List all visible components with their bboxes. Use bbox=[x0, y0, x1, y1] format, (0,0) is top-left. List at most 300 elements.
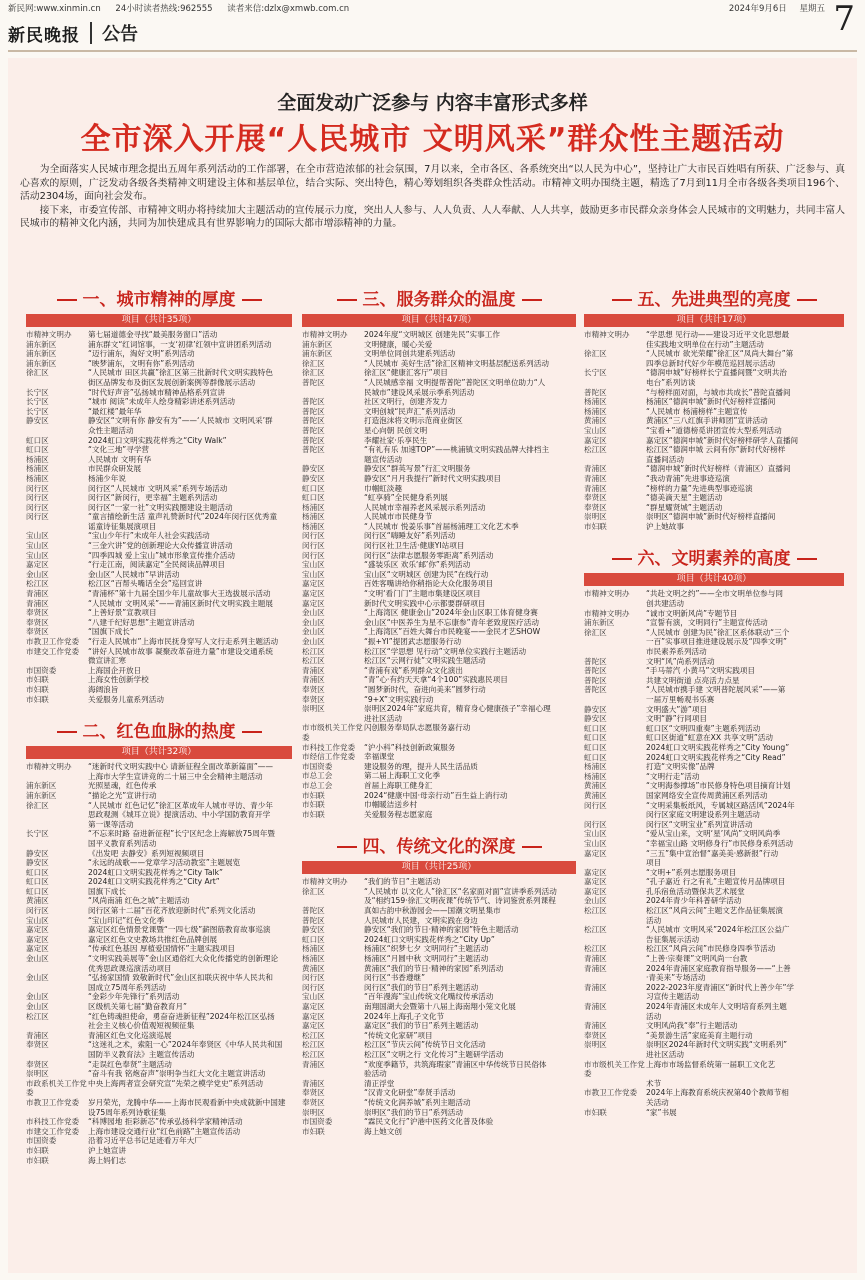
project-district: 浦东新区 bbox=[26, 790, 57, 800]
project-district: 青浦区 bbox=[302, 665, 325, 675]
project-name: 青浦区红色文化巡演巡展 bbox=[88, 1030, 172, 1040]
project-row bbox=[584, 1021, 844, 1031]
project-row bbox=[26, 820, 292, 830]
project-name: 一百”实事项目推进建设展示及“四季文明” bbox=[646, 637, 787, 647]
project-name: “人民城市 欲光荣耀”徐汇区“凤尚大舞台”第 bbox=[646, 349, 794, 359]
article-kicker: 全面发动广泛参与 内容丰富形式多样 bbox=[277, 92, 588, 114]
project-row bbox=[584, 733, 844, 743]
project-name: “青浦有戏”系列群众文化演出 bbox=[364, 665, 463, 675]
website-text: 新民网:www.xinmin.cn bbox=[8, 4, 101, 14]
project-district: 松江区 bbox=[584, 906, 607, 916]
project-row bbox=[584, 388, 844, 398]
project-district: 普陀区 bbox=[302, 377, 325, 387]
project-name: 金山区“中医养生为星不忘康参”青年老致度医疗活动 bbox=[364, 617, 539, 627]
project-district: 杨浦区 bbox=[584, 397, 607, 407]
project-district bbox=[584, 810, 646, 820]
project-name: “我们的节日”主题活动 bbox=[364, 877, 441, 887]
project-row bbox=[584, 1098, 844, 1108]
project-section bbox=[584, 547, 844, 1117]
project-name: “文明采集板纸风，专属城区路活风”2024年 bbox=[646, 800, 795, 810]
project-name: 沪上她宣讲 bbox=[88, 1145, 126, 1155]
project-district bbox=[584, 359, 646, 369]
project-row bbox=[26, 627, 292, 637]
project-name: “盛装乐区 欢乐‘邮’你”系列活动 bbox=[364, 560, 471, 570]
project-name: 中央上海两者宣会研究宣“先荣之模学党史”系列活动 bbox=[88, 1078, 263, 1088]
project-district: 奉贤区 bbox=[302, 694, 325, 704]
project-district: 嘉定区 bbox=[302, 1011, 325, 1021]
project-row bbox=[302, 1031, 576, 1041]
project-row bbox=[302, 599, 576, 609]
project-name: “文明海参撑场”市民修身特色项目摘育计划 bbox=[646, 781, 791, 791]
project-row bbox=[26, 1012, 292, 1022]
project-district bbox=[584, 858, 646, 868]
project-name: “青”心·有约天天拿“4个100”实践惠民项目 bbox=[364, 675, 508, 685]
project-row bbox=[26, 1021, 292, 1031]
project-district: 静安区 bbox=[26, 858, 49, 868]
project-name: 关爱服务程志愿家庭 bbox=[364, 809, 433, 819]
project-row bbox=[302, 368, 576, 378]
project-row bbox=[26, 1098, 292, 1108]
project-district: 徐汇区 bbox=[26, 800, 49, 810]
project-row bbox=[26, 1136, 292, 1146]
project-name: 2024虹口文明实践花样秀之“City Young” bbox=[646, 742, 790, 752]
project-district: 宝山区 bbox=[26, 531, 49, 541]
project-row bbox=[584, 810, 844, 820]
article-title: 全市深入开展“人民城市 文明风采”群众性主题活动 bbox=[80, 122, 785, 157]
project-district: 松江区 bbox=[584, 944, 607, 954]
project-district: 长宁区 bbox=[26, 387, 49, 397]
project-district: 嘉定区 bbox=[302, 579, 325, 589]
project-name: 国旗下成长 bbox=[88, 886, 126, 896]
project-row bbox=[26, 531, 292, 541]
project-name: 清正浮堂 bbox=[364, 1078, 395, 1088]
masthead-divider bbox=[90, 22, 92, 44]
project-name: 嘉定区“我们的节日”系列主题活动 bbox=[364, 1021, 479, 1031]
project-district: 青浦区 bbox=[302, 675, 325, 685]
project-name: 文明健康，暖心关爱 bbox=[364, 339, 433, 349]
project-row bbox=[584, 772, 844, 782]
project-name: 星心向朝 民创文明 bbox=[364, 425, 428, 435]
project-district: 嘉定区 bbox=[302, 1021, 325, 1031]
project-district bbox=[302, 1069, 364, 1079]
project-district: 闵行区 bbox=[26, 906, 49, 916]
project-district: 嘉定区 bbox=[302, 1002, 325, 1011]
project-name: “人民城市 文明风采”2024年松江区公益广 bbox=[646, 925, 790, 935]
project-row bbox=[26, 388, 292, 398]
project-row bbox=[584, 1060, 844, 1079]
project-district: 徐汇区 bbox=[584, 349, 607, 359]
project-name: “迷新时代文明实践中心 请新征程全面改革新篇面”—— bbox=[88, 762, 273, 772]
project-name: “宝山少年行”未成年人社会实践活动 bbox=[88, 531, 210, 541]
project-name: “时代好声音”弘扬城市精神品格系列宣讲 bbox=[88, 387, 225, 397]
project-name: 一届万里畅观书乐赛 bbox=[646, 695, 715, 704]
project-row bbox=[302, 695, 576, 705]
project-list bbox=[26, 762, 292, 1165]
section-count-bar: 项目（共计25项） bbox=[302, 861, 576, 874]
project-name: “人民城感幸福 文明提帮普陀”普陀区文明单位助力“人 bbox=[364, 377, 546, 387]
project-name: 松江区“文明之行 文化传习”主题研学活动 bbox=[364, 1049, 504, 1059]
project-row bbox=[584, 839, 844, 849]
project-district: 金山区 bbox=[302, 627, 325, 637]
project-row bbox=[302, 493, 576, 503]
project-district: 奉贤区 bbox=[302, 1088, 325, 1098]
project-district: 嘉定区 bbox=[26, 560, 49, 570]
project-district: 青浦区 bbox=[584, 1021, 607, 1031]
section-title bbox=[302, 288, 576, 312]
project-row bbox=[302, 474, 576, 484]
project-name: 松江区“百帮头嘴话全会”巡回宣讲 bbox=[88, 579, 203, 589]
project-name: 社会主义核心价值观短视频征集 bbox=[88, 1021, 195, 1031]
project-district bbox=[584, 455, 646, 465]
project-row bbox=[584, 753, 844, 763]
project-row bbox=[302, 675, 576, 685]
project-row bbox=[26, 359, 292, 369]
project-name: 杨浦区“织梦七夕 文明同行”主题活动 bbox=[364, 944, 489, 954]
project-district: 浦东新区 bbox=[26, 349, 57, 359]
project-name: 佳实践地文明单位在行动”主题活动 bbox=[646, 339, 764, 349]
project-district: 杨浦区 bbox=[302, 944, 325, 954]
project-row bbox=[584, 676, 844, 686]
project-name: 思政观测《城耳立说》提演活动、中小学国防教育开学 bbox=[88, 810, 271, 820]
project-name: 文明单位同创共建系列活动 bbox=[364, 349, 456, 359]
project-district: 宝山区 bbox=[302, 560, 325, 570]
project-name: 徐汇区“健康汇客厅”项目 bbox=[364, 368, 448, 378]
project-name: 人民城市市民健身节 bbox=[364, 512, 433, 522]
project-district bbox=[302, 714, 364, 724]
project-district: 闵行区 bbox=[302, 982, 325, 992]
project-district: 青浦区 bbox=[26, 1030, 49, 1040]
project-district: 市国资委 bbox=[302, 1117, 333, 1127]
project-row bbox=[302, 877, 576, 887]
project-district: 普陀区 bbox=[584, 666, 607, 676]
project-district: 宝山区 bbox=[302, 569, 325, 579]
project-name: “永远的战歌——党章学习活动教室”主题展览 bbox=[88, 858, 241, 868]
project-row bbox=[584, 858, 844, 868]
project-district: 嘉定区 bbox=[584, 867, 607, 877]
project-district: 奉贤区 bbox=[26, 1059, 49, 1069]
project-name: 沪上她故事 bbox=[646, 521, 684, 531]
project-row bbox=[302, 944, 576, 954]
project-row bbox=[302, 1117, 576, 1127]
project-name: 闵行区“文明宝业”系列宣讲活动 bbox=[646, 819, 753, 829]
project-district: 嘉定区 bbox=[584, 848, 607, 858]
project-row bbox=[26, 579, 292, 589]
section-count-bar: 项目（共计32项） bbox=[26, 746, 292, 759]
project-name: 活动 bbox=[646, 915, 662, 925]
project-name: “人民城市 田区共赢”徐汇区第三批新时代文明实践特色 bbox=[88, 368, 273, 378]
project-row bbox=[302, 973, 576, 983]
project-district bbox=[302, 896, 364, 906]
project-row bbox=[302, 704, 576, 714]
project-name: 2024虹口文明实践花样秀之“City Walk” bbox=[88, 435, 227, 445]
project-name: 项目 bbox=[646, 858, 662, 868]
project-row bbox=[302, 349, 576, 359]
project-row bbox=[302, 1088, 576, 1098]
project-row bbox=[302, 896, 576, 906]
project-name: “这迷礼之术，索阻一心”2024年奉贤区《中华人民共和国 bbox=[88, 1040, 283, 1050]
project-district: 市建交工作党委 bbox=[26, 1126, 80, 1136]
project-row bbox=[26, 464, 292, 474]
project-district: 崇明区 bbox=[584, 1040, 607, 1050]
project-district: 市妇联 bbox=[302, 809, 325, 819]
project-district: 市妇联 bbox=[26, 694, 49, 704]
project-row bbox=[302, 531, 576, 541]
project-district: 宝山区 bbox=[584, 425, 607, 435]
project-row bbox=[302, 964, 576, 974]
project-name: 四季总新时代好少年模范巡回展示活动 bbox=[646, 358, 776, 368]
project-row bbox=[302, 906, 576, 916]
project-name: “霖民文化行”沪港中医药文化普及体验 bbox=[364, 1117, 494, 1127]
project-row bbox=[584, 503, 844, 513]
project-name: 闵行区“新闵行，更幸福”主题系列活动 bbox=[88, 493, 218, 503]
project-district: 闵行区 bbox=[26, 483, 49, 493]
project-district: 闵行区 bbox=[26, 502, 49, 512]
project-name: 松江区“节庆云间”传统节日文化活动 bbox=[364, 1040, 486, 1050]
project-name: 沿着习近平总书记足迹看万年大厂 bbox=[88, 1136, 202, 1146]
project-district bbox=[584, 1012, 646, 1022]
project-name: 打造“文明实像”品牌 bbox=[646, 762, 715, 772]
project-district: 虹口区 bbox=[26, 877, 49, 887]
project-row bbox=[302, 378, 576, 388]
project-district: 宝山区 bbox=[584, 838, 607, 848]
project-name: “描论之光”宣讲行动 bbox=[88, 790, 157, 800]
project-row bbox=[26, 973, 292, 983]
project-row bbox=[584, 647, 844, 657]
project-row bbox=[584, 820, 844, 830]
project-row bbox=[302, 935, 576, 945]
project-row bbox=[26, 675, 292, 685]
project-name: 区级机关第七届“勤奋教育月” bbox=[88, 1002, 187, 1011]
project-name: 设75周年系列诗歌征集 bbox=[88, 1107, 167, 1117]
project-district bbox=[584, 916, 646, 926]
project-name: 2024虹口文明实践花样秀之“City Up” bbox=[364, 934, 495, 944]
project-row bbox=[302, 791, 576, 801]
title-dash bbox=[522, 299, 542, 301]
project-district bbox=[584, 637, 646, 647]
project-name: “宝看+”道德榜觅讲团宣传大型系列活动 bbox=[646, 425, 782, 435]
project-district: 松江区 bbox=[584, 445, 607, 455]
project-row bbox=[584, 637, 844, 647]
project-row bbox=[584, 609, 844, 619]
project-list bbox=[302, 877, 576, 1136]
project-name: “人民城市 美好生活”徐汇区精神文明基层配送系列活动 bbox=[364, 358, 549, 368]
project-name: “迈行浦东，淘好文明”系列活动 bbox=[88, 349, 195, 359]
section-count-bar: 项目（共计47项） bbox=[302, 314, 576, 327]
project-name: 文明风尚我“奉”行主题活动 bbox=[646, 1021, 738, 1031]
project-row bbox=[26, 474, 292, 484]
project-name: 直播间活动 bbox=[646, 454, 684, 464]
project-name: 市民群众研发展 bbox=[88, 464, 142, 474]
project-row bbox=[584, 781, 844, 791]
project-name: 打造泡沫将文明示范商业街区 bbox=[364, 416, 463, 426]
project-row bbox=[584, 416, 844, 426]
project-name: “虹享骑”全民健身系列展 bbox=[364, 493, 448, 503]
project-name: 闵行区第十二届“百花齐放迎新时代”系列文化活动 bbox=[88, 906, 256, 916]
project-district: 徐汇区 bbox=[302, 358, 325, 368]
project-district: 市市级机关工作党委 bbox=[584, 1059, 645, 1079]
project-row bbox=[584, 685, 844, 695]
project-row bbox=[26, 608, 292, 618]
project-name: “宣誓有演，文明同行”主题宣传活动 bbox=[646, 618, 768, 628]
project-row bbox=[302, 752, 576, 762]
project-district bbox=[584, 378, 646, 388]
project-name: “孔子嘉近 行之有礼”主题宣传月品牌项目 bbox=[646, 877, 786, 887]
project-district: 崇明区 bbox=[584, 512, 607, 522]
project-name: 人民城市 文明有华 bbox=[88, 454, 152, 464]
project-name: “幸福宝山路 文明修身行”市民修身系列活动 bbox=[646, 838, 793, 848]
project-name: 闵行区“法律志愿服务零距离”系列活动 bbox=[364, 550, 494, 560]
project-name: 电台”系列访谈 bbox=[646, 377, 696, 387]
project-name: 2024虹口文明实践花样秀之“City Talk” bbox=[88, 867, 223, 877]
project-district: 宝山区 bbox=[26, 541, 49, 551]
project-row bbox=[584, 954, 844, 964]
project-name: 国防半义教育法》主题宣传活动 bbox=[88, 1049, 195, 1059]
project-row bbox=[584, 349, 844, 359]
project-district: 长宁区 bbox=[584, 368, 607, 378]
title-dash bbox=[57, 731, 77, 733]
project-row bbox=[584, 464, 844, 474]
project-district: 虹口区 bbox=[26, 445, 49, 455]
project-district bbox=[26, 1021, 88, 1031]
project-row bbox=[302, 1108, 576, 1118]
project-row bbox=[26, 868, 292, 878]
project-row bbox=[302, 445, 576, 455]
project-row bbox=[302, 455, 576, 465]
project-name: “与榜样面对面，与城市共成长”普陀直播间 bbox=[646, 387, 791, 397]
project-row bbox=[26, 983, 292, 993]
project-name: “沪小科”科技创新政策服务 bbox=[364, 742, 456, 752]
project-row bbox=[302, 340, 576, 350]
project-row bbox=[302, 512, 576, 522]
project-district: 市妇联 bbox=[302, 800, 325, 810]
project-row bbox=[302, 560, 576, 570]
project-district: 青浦区 bbox=[26, 589, 49, 599]
project-name: 验活动 bbox=[364, 1069, 387, 1079]
section-title-text: 六、文明素养的高度 bbox=[637, 549, 791, 570]
project-name: “家”书展 bbox=[646, 1107, 677, 1117]
section-name: 公告 bbox=[102, 24, 138, 45]
project-district: 闵行区 bbox=[302, 531, 325, 541]
project-row bbox=[302, 656, 576, 666]
title-dash bbox=[337, 846, 357, 848]
project-district bbox=[584, 647, 646, 657]
project-name: “文明+”系列志愿服务项目 bbox=[646, 867, 737, 877]
project-district: 浦东新区 bbox=[26, 339, 57, 349]
project-row bbox=[584, 340, 844, 350]
project-name: ·青美来”专场活动 bbox=[646, 973, 706, 983]
project-district: 青浦区 bbox=[302, 1059, 325, 1069]
project-district: 宝山区 bbox=[26, 915, 49, 925]
project-district: 静安区 bbox=[584, 714, 607, 724]
project-district: 普陀区 bbox=[584, 656, 607, 666]
project-row bbox=[26, 1002, 292, 1012]
project-district: 金山区 bbox=[26, 954, 49, 964]
project-district bbox=[26, 964, 88, 974]
project-row bbox=[584, 426, 844, 436]
project-row bbox=[26, 512, 292, 522]
project-row bbox=[26, 1127, 292, 1137]
project-row bbox=[26, 858, 292, 868]
project-name: “人民城市 以文化人”徐汇区“名家面对面”宣讲季系列活动 bbox=[364, 886, 557, 896]
project-row bbox=[584, 1108, 844, 1118]
project-name: 2024年上海孔子文化节 bbox=[364, 1011, 445, 1021]
project-name: 2022-2023年度青浦区“新时代上善少年”学 bbox=[646, 982, 794, 992]
project-name: 优秀思政课巡演活动项目 bbox=[88, 963, 172, 973]
project-name: 杨浦区“德润申城”新时代好榜样宣播间 bbox=[646, 397, 776, 407]
project-district: 奉贤区 bbox=[26, 608, 49, 618]
project-name: 2024年青浦区未成年人文明培育系列主题 bbox=[646, 1002, 787, 1011]
project-row bbox=[302, 666, 576, 676]
article-intro bbox=[20, 163, 845, 231]
project-row bbox=[26, 560, 292, 570]
project-name: 2024虹口文明实践花样秀之“City Art” bbox=[88, 877, 220, 887]
project-name: “群星耀贤城”主题活动 bbox=[646, 502, 723, 512]
project-name: 国成立75周年系列活动 bbox=[88, 982, 167, 992]
project-row bbox=[584, 1012, 844, 1022]
project-name: “城市 阅读”未成年人绘身精彩讲述系列活动 bbox=[88, 397, 235, 407]
project-row bbox=[584, 493, 844, 503]
project-district: 奉贤区 bbox=[26, 1040, 49, 1050]
project-district: 青浦区 bbox=[584, 963, 607, 973]
project-name: 民城市”建设风采展示季系列活动 bbox=[364, 387, 475, 397]
project-row bbox=[584, 724, 844, 734]
project-row bbox=[26, 1040, 292, 1050]
project-row bbox=[584, 705, 844, 715]
project-name: “文明行走”活动 bbox=[646, 771, 700, 781]
project-name: “9+X”文明实践行动 bbox=[364, 694, 434, 704]
project-name: “文明实践美展等”金山区通俗红大众化传播党的创新理论 bbox=[88, 954, 279, 964]
project-district bbox=[26, 983, 88, 993]
project-row bbox=[26, 810, 292, 820]
project-name: 李耀社家·乐享民生 bbox=[364, 435, 428, 445]
project-row bbox=[584, 1088, 844, 1098]
project-name: “弘扬家国情 致敬新时代”金山区扣联庆祝中华人民共和 bbox=[88, 973, 273, 983]
project-row bbox=[302, 388, 576, 398]
project-name: “上善·宗奏课”文明风尚一台教 bbox=[646, 954, 748, 964]
project-district bbox=[584, 340, 646, 350]
project-district bbox=[584, 599, 646, 609]
project-row bbox=[302, 1060, 576, 1070]
project-district: 杨浦区 bbox=[584, 762, 607, 772]
project-row bbox=[26, 349, 292, 359]
project-name: 闵行区社卫生活·健康YI站项目 bbox=[364, 541, 465, 551]
project-row bbox=[584, 436, 844, 446]
project-district: 市妇联 bbox=[302, 790, 325, 800]
project-district: 闵行区 bbox=[302, 973, 325, 983]
project-name: 静安区“群英写景”行汇文明服务 bbox=[364, 464, 471, 474]
project-district: 普陀区 bbox=[302, 435, 325, 445]
project-name: 黄浦区“三八红旗手讲师团”宣讲活动 bbox=[646, 416, 768, 426]
project-district: 普陀区 bbox=[584, 685, 607, 695]
project-district: 青浦区 bbox=[302, 1078, 325, 1088]
project-list bbox=[26, 330, 292, 704]
project-name: 崇明区2024年“家庭共育，精育身心健康孩子”幸福心理 bbox=[364, 704, 551, 714]
project-district: 虹口区 bbox=[302, 934, 325, 944]
project-district: 徐汇区 bbox=[26, 368, 49, 378]
project-row bbox=[584, 474, 844, 484]
project-district: 嘉定区 bbox=[302, 589, 325, 599]
title-dash bbox=[242, 299, 262, 301]
project-district: 杨浦区 bbox=[302, 954, 325, 964]
project-name: 幸福课堂 bbox=[364, 752, 395, 762]
project-name: 黄浦区“我们的节日·精神的家园”系列活动 bbox=[364, 963, 504, 973]
project-row bbox=[302, 464, 576, 474]
project-row bbox=[302, 359, 576, 369]
project-row bbox=[302, 992, 576, 1002]
project-district bbox=[26, 378, 88, 388]
project-district: 徐汇区 bbox=[302, 368, 325, 378]
title-dash bbox=[797, 558, 817, 560]
